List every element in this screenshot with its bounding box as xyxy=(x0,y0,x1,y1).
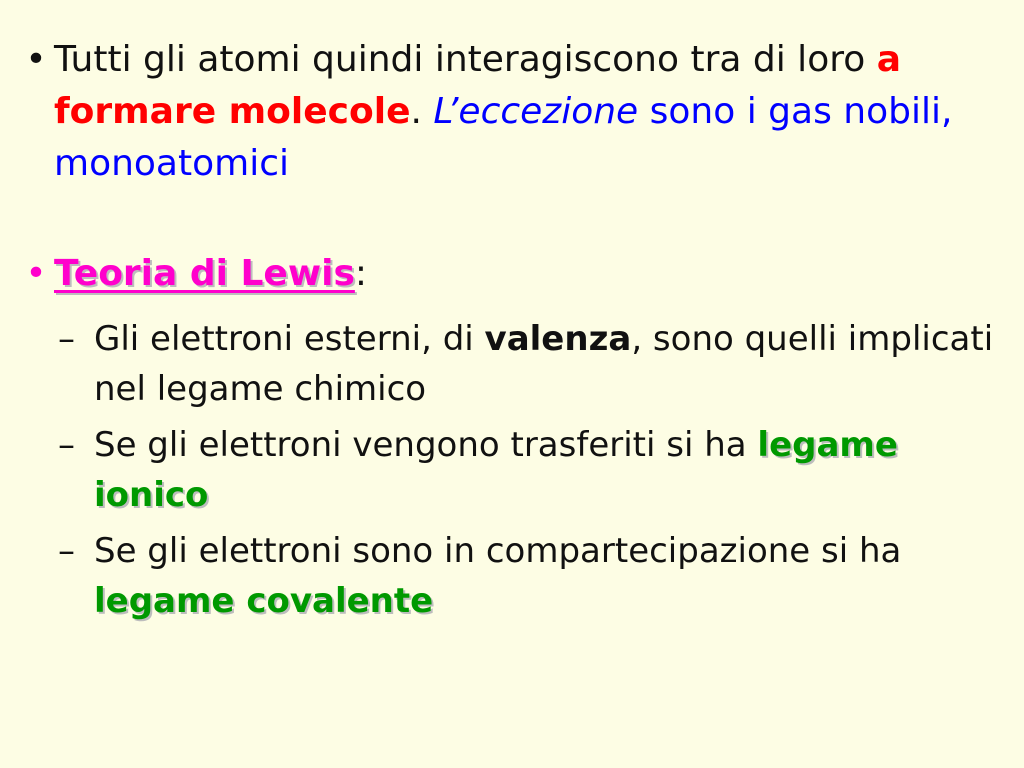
sub-point-valence xyxy=(58,314,998,414)
sub-dash: – xyxy=(58,425,75,465)
molecules-dot: . xyxy=(410,91,422,132)
sub-point-ionic xyxy=(58,420,998,520)
bullet-dot: • xyxy=(25,39,47,80)
exception-rest: sono i gas nobili, monoatomici xyxy=(54,91,953,184)
sub-dash: – xyxy=(58,319,75,359)
ionic-highlight: legame ionico xyxy=(94,425,898,515)
bullet-point-molecules xyxy=(22,34,997,190)
lewis-heading xyxy=(54,248,997,300)
molecules-text-start: Tutti gli atomi quindi interagiscono tra di loro xyxy=(54,39,877,80)
bullet-dot-pink: • xyxy=(25,253,47,294)
exception-italic: L’eccezione xyxy=(433,91,639,132)
valence-bold: valenza xyxy=(484,319,632,359)
covalent-before: Se gli elettroni sono in compartecipazione si ha xyxy=(94,531,902,571)
sub-text xyxy=(94,526,998,626)
bullet-point-lewis xyxy=(22,248,997,300)
lewis-colon: : xyxy=(354,253,368,294)
valence-before: Gli elettroni esterni, di xyxy=(94,319,485,359)
sub-dash: – xyxy=(58,531,75,571)
valence-after: , sono quelli implicati nel legame chimico xyxy=(94,319,994,409)
sub-text xyxy=(94,314,998,414)
ionic-before: Se gli elettroni vengono trasferiti si ha xyxy=(94,425,758,465)
lewis-title: Teoria di Lewis xyxy=(54,253,355,294)
covalent-highlight: legame covalente xyxy=(94,581,434,621)
sub-text xyxy=(94,420,998,520)
sub-point-covalent xyxy=(58,526,998,626)
molecules-highlight: a formare molecole xyxy=(54,39,901,132)
bullet-text xyxy=(54,34,997,190)
